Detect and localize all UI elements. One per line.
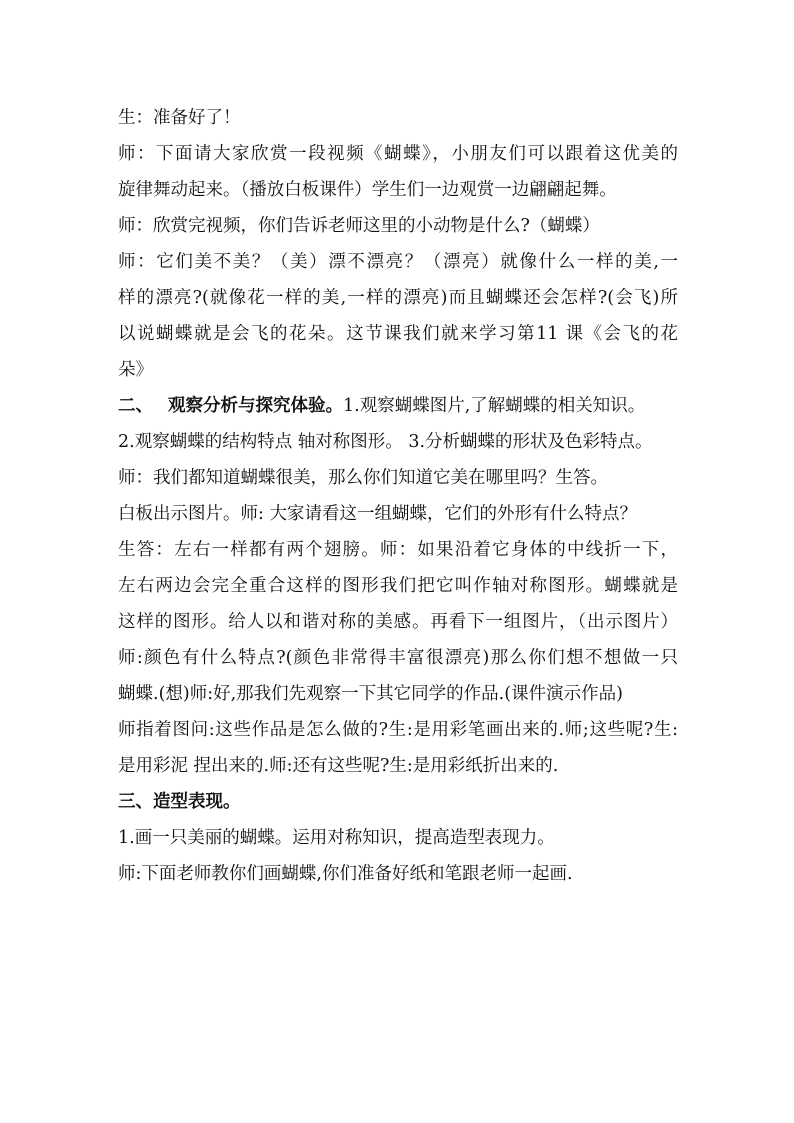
section-point-2: 2.观察蝴蝶的结构特点 轴对称图形。 bbox=[118, 432, 403, 452]
section-heading-2 bbox=[118, 392, 678, 421]
paragraph-line: 蝴蝶.(想)师:好,那我们先观察一下其它同学的作品.(课件演示作品) bbox=[118, 684, 623, 704]
paragraph-line: 这样的图形。给人以和谐对称的美感。再看下一组图片，（出示图片） bbox=[118, 612, 678, 632]
paragraph-line: 师指着图问:这些作品是怎么做的?生:是用彩笔画出来的.师;这些呢?生: bbox=[118, 720, 678, 740]
paragraph-line: 生答：左右一样都有两个翅膀。师：如果沿着它身体的中线折一下， bbox=[118, 540, 678, 560]
section-number: 二、 bbox=[118, 396, 153, 416]
paragraph-line: 白板出示图片。师: 大家请看这一组蝴蝶，它们的外形有什么特点？ bbox=[118, 504, 637, 524]
section-point-3: 3.分析蝴蝶的形状及色彩特点。 bbox=[408, 432, 653, 452]
paragraph-line: 师:颜色有什么特点?(颜色非常得丰富很漂亮)那么你们想不想做一只 bbox=[118, 648, 678, 668]
paragraph-line: 师：下面请大家欣赏一段视频《蝴蝶》，小朋友们可以跟着这优美的 bbox=[118, 144, 678, 164]
section-heading-3: 三、造型表现。 bbox=[118, 792, 241, 812]
document-body bbox=[118, 104, 678, 896]
paragraph-line: 师：欣赏完视频，你们告诉老师这里的小动物是什么?（蝴蝶） bbox=[118, 216, 600, 236]
paragraph-line: 朵》 bbox=[118, 360, 153, 380]
paragraph-line: 旋律舞动起来。（播放白板课件）学生们一边观赏一边翩翩起舞。 bbox=[118, 180, 617, 200]
paragraph-line: 师:下面老师教你们画蝴蝶,你们准备好纸和笔跟老师一起画. bbox=[118, 864, 573, 884]
paragraph-line: 样的漂亮?(就像花一样的美,一样的漂亮)而且蝴蝶还会怎样?(会飞)所 bbox=[118, 288, 678, 308]
paragraph-line: 是用彩泥 捏出来的.师:还有这些呢?生:是用彩纸折出来的. bbox=[118, 756, 559, 776]
section-title: 观察分析与探究体验。 bbox=[168, 396, 343, 416]
paragraph-line: 师：它们美不美？（美）漂不漂亮？（漂亮）就像什么一样的美,一 bbox=[118, 252, 678, 272]
paragraph-line: 师：我们都知道蝴蝶很美，那么你们知道它美在哪里吗？生答。 bbox=[118, 468, 608, 488]
section-points-line bbox=[118, 428, 678, 457]
paragraph-line: 1.画一只美丽的蝴蝶。运用对称知识，提高造型表现力。 bbox=[118, 828, 555, 848]
paragraph-line: 左右两边会完全重合这样的图形我们把它叫作轴对称图形。蝴蝶就是 bbox=[118, 576, 678, 596]
section-point-1: 1.观察蝴蝶图片,了解蝴蝶的相关知识。 bbox=[343, 396, 646, 416]
paragraph-line: 以说蝴蝶就是会飞的花朵。这节课我们就来学习第11 课《会飞的花 bbox=[118, 324, 678, 344]
paragraph-line: 生：准备好了！ bbox=[118, 108, 241, 128]
